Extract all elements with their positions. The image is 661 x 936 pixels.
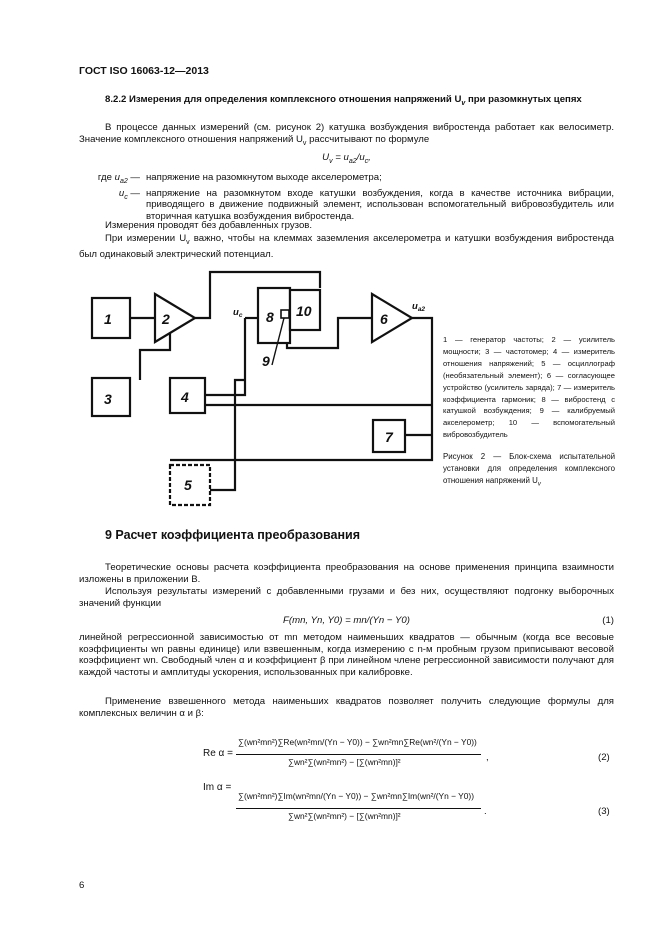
equation-2-lhs: Re α = (203, 748, 233, 759)
figure-legend: 1 — генератор частоты; 2 — усилитель мощности; 3 — частотомер; 4 — измеритель отношения напряжений; 5 — осциллограф (необязательный элемент); 6 — согласующее устройство (усилитель заряда); 7 — измеритель коэффициента гармоник; 8 — вибростенд с катушкой возбуждения; 9 — калибруемый акселерометр; 10 — вспомогательный вибровозбудитель (443, 335, 615, 440)
equation-1 (79, 615, 614, 629)
label-4: 4 (181, 389, 189, 405)
label-10: 10 (296, 303, 312, 319)
equation-2-denominator: ∑wn²∑(wn²mn²) − [∑(wn²mn)]² (288, 757, 401, 767)
equation-3-tail: . (484, 806, 487, 817)
label-7: 7 (385, 429, 393, 445)
equation-1-body: F(mn, Yn, Y0) = mn/(Yn − Y0) (283, 615, 410, 626)
equation-3-numerator: ∑(wn²mn²)∑Im(wn²mn/(Yn − Y0)) − ∑wn²mn∑Im(wn²/(Yn − Y0)) (238, 791, 475, 801)
equation-3-fraction (236, 780, 486, 828)
equation-2-number: (2) (598, 752, 610, 763)
document-header: ГОСТ ISO 16063-12—2013 (79, 65, 209, 77)
figure-caption: Рисунок 2 — Блок-схема испытательной установки для определения комплексного отношения напряжений $U_v$ (443, 452, 615, 488)
accelerometer-mark (281, 310, 289, 318)
definition-uc: $u_c$ — напряжение на разомкнутом входе катушки возбуждения, когда в качестве источника вибрации, приводящего в движение подвижный элемент, использован вспомогательный вибровозбудитель или вторичная катушка возбуждения вибростенда. (118, 187, 614, 222)
label-2: 2 (162, 311, 170, 327)
equation-3-number: (3) (598, 806, 610, 817)
s9-paragraph-3: линейной регрессионной зависимостью от mn методом наименьших квадратов — обычным (когда все весовые коэффициенты wn равны единице) или взвешенным, когда измерению с n-м пробным грузом приписывают весовой коэффициент wn. Свободный член α и коэффициент β при линейном члене регрессионной зависимости получают для каждой частоты и амплитуды ускорения, использованных при калибровке. (79, 632, 614, 678)
label-8: 8 (266, 309, 274, 325)
label-1: 1 (104, 311, 112, 327)
block-2 (155, 294, 195, 342)
label-6: 6 (380, 311, 388, 327)
section-number: 8.2.2 (105, 94, 127, 105)
definition-ua2: где $u_{a2}$ — напряжение на разомкнутом выходе акселерометра; (97, 172, 382, 185)
section-title-9: 9 Расчет коэффициента преобразования (105, 528, 361, 542)
block-6 (372, 294, 412, 342)
label-9: 9 (262, 353, 270, 369)
equation-1-number: (1) (602, 615, 614, 626)
equation-2-tail: , (486, 752, 489, 763)
equation-3-lhs: Im α = (203, 782, 232, 793)
label-5: 5 (184, 477, 192, 493)
s9-paragraph-4: Применение взвешенного метода наименьших квадратов позволяет получить следующие формулы для комплексных величин α и β: (79, 696, 614, 719)
label-3: 3 (104, 391, 112, 407)
section-title-text: Измерения для определения комплексного отношения напряжений $U_v$ при разомкнутых цепях (129, 94, 582, 107)
equation-2-numerator: ∑(wn²mn²)∑Re(wn²mn/(Yn − Y0)) − ∑wn²mn∑Re(wn²/(Yn − Y0)) (238, 737, 477, 747)
page-number: 6 (79, 880, 85, 891)
s9-paragraph-1: Теоретические основы расчета коэффициента преобразования на основе применения принципа взаимности изложены в приложении В. (79, 562, 614, 585)
formula-uv: $U_v = u_{a2}/u_c$, (322, 152, 371, 165)
equation-2-fraction (236, 726, 486, 774)
paragraph-1: В процессе данных измерений (см. рисунок 2) катушка возбуждения вибростенда работает как велосиметр. Значение комплексного отношения напряжений $U_v$ рассчитывают по формуле (79, 122, 614, 147)
s9-paragraph-2: Используя результаты измерений с добавленными грузами и без них, осуществляют подгонку выборочных значений функции (79, 586, 614, 609)
label-uc: $u_c$ (233, 307, 243, 319)
label-ua2: $u_{a2}$ (412, 301, 426, 313)
paragraph-3: При измерении $U_v$ важно, чтобы на клеммах заземления акселерометра и катушки возбуждения вибростенда был одинаковый электрический потенциал. (79, 233, 614, 260)
equation-3-denominator: ∑wn²∑(wn²mn²) − [∑(wn²mn)]² (288, 811, 401, 821)
paragraph-2: Измерения проводят без добавленных грузов. (105, 220, 313, 231)
